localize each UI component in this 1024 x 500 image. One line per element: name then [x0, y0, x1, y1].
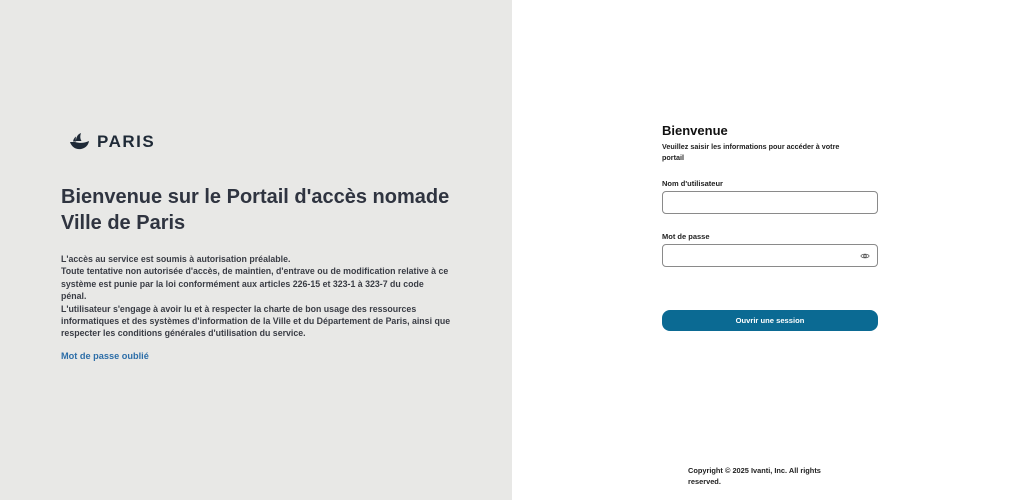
password-label: Mot de passe	[662, 232, 710, 241]
username-input[interactable]	[663, 192, 877, 213]
legal-notice	[61, 253, 451, 340]
page-title: Bienvenue sur le Portail d'accès nomade Ville de Paris	[61, 186, 450, 234]
username-field-wrapper	[662, 191, 878, 214]
legal-line-authorization: L'accès au service est soumis à autorisation préalable.	[61, 254, 291, 264]
paris-ship-icon	[67, 130, 91, 154]
login-button[interactable]: Ouvrir une session	[662, 310, 878, 331]
login-panel	[512, 0, 1024, 500]
username-label: Nom d'utilisateur	[662, 179, 723, 188]
form-title: Bienvenue	[662, 123, 728, 138]
eye-icon[interactable]	[860, 251, 870, 261]
legal-line-charter: L'utilisateur s'engage à avoir lu et à respecter la charte de bon usage des ressources informatiques et des systèmes d'information de la Ville et du Département de Paris, ainsi que respecter les conditions générales d'utilisation du service.	[61, 303, 451, 339]
password-field-wrapper	[662, 244, 878, 267]
legal-line-penal-code: Toute tentative non autorisée d'accès, de maintien, d'entrave ou de modification relative à ce système est punie par la loi conformément aux articles 226-15 et 323-1 à 323-7 du code pénal.	[61, 266, 449, 302]
password-input[interactable]	[663, 245, 877, 266]
logo-wordmark: PARIS	[97, 132, 156, 151]
forgot-password-link[interactable]: Mot de passe oublié	[61, 351, 149, 361]
form-subtitle: Veuillez saisir les informations pour accéder à votre portail	[662, 142, 840, 162]
paris-logo	[67, 130, 155, 154]
copyright-notice: Copyright © 2025 Ivanti, Inc. All rights reserved.	[688, 466, 821, 486]
login-form	[662, 123, 878, 325]
